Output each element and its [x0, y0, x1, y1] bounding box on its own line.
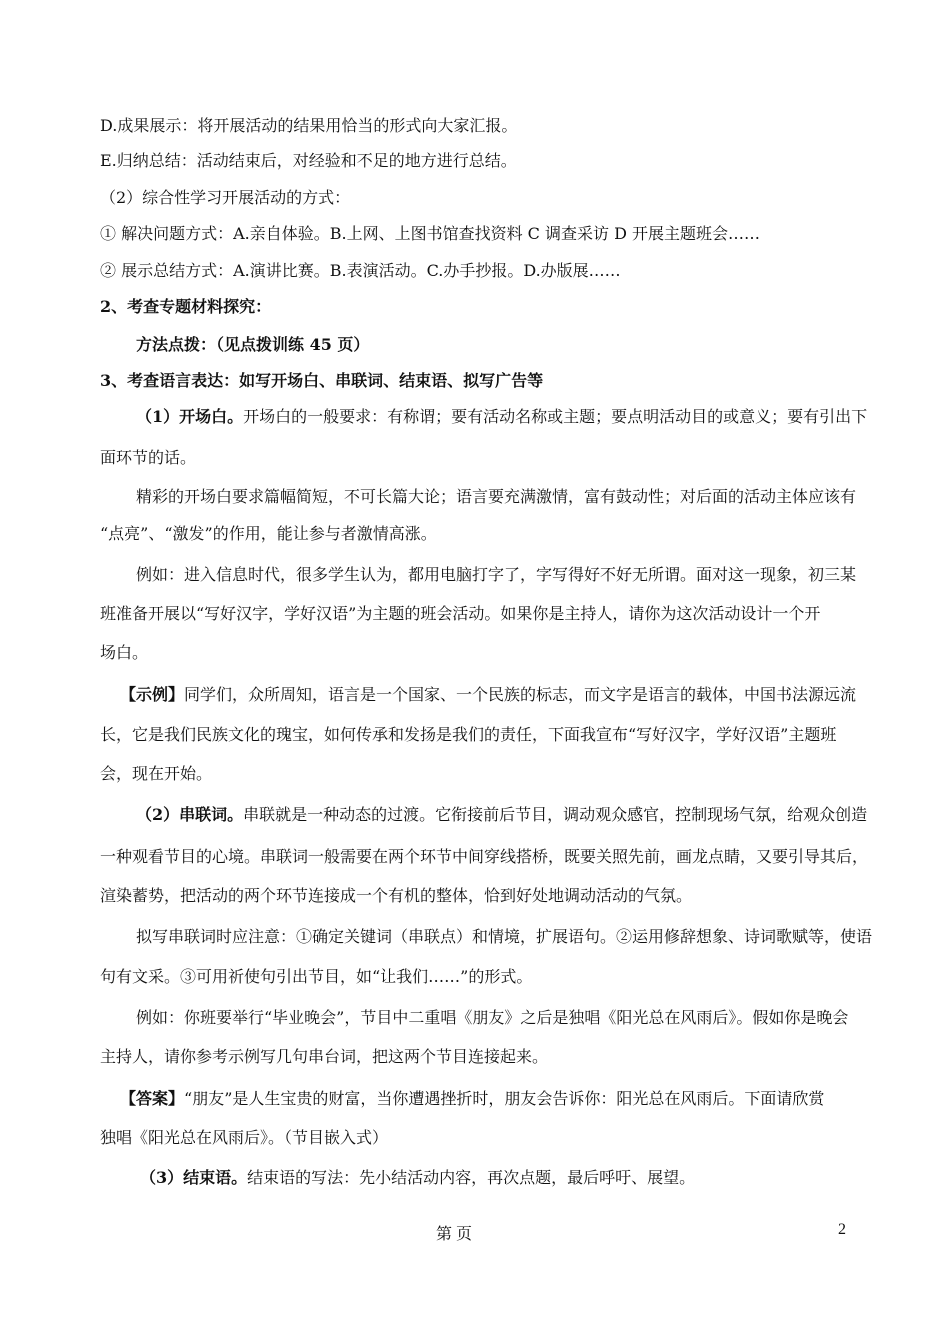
section-heading-2: 2、考查专题材料探究： — [100, 297, 272, 316]
method-1: ① 解决问题方式：A.亲自体验。B.上网、上图书馆查找资料 C 调查采访 D 开展主题班会…… — [100, 224, 760, 243]
answer-text: “朋友”是人生宝贵的财富，当你遭遇挫折时，朋友会告诉你：阳光总在风雨后。下面请欣赏 — [184, 1089, 825, 1108]
closing-text: 结束语的写法：先小结活动内容，再次点题，最后呼吁、展望。 — [247, 1168, 696, 1187]
opening-req-line-1: 精彩的开场白要求篇幅简短，不可长篇大论；语言要充满激情，富有鼓动性；对后面的活动主体应该有 — [136, 487, 857, 506]
opening-heading: （1）开场白。 — [136, 407, 244, 426]
example-1-line-2: 班准备开展以“写好汉字，学好汉语”为主题的班会活动。如果你是主持人，请你为这次活动设计一个开 — [100, 604, 821, 623]
method-tip: 方法点拨：（见点拨训练 45 页） — [136, 335, 370, 354]
transition-line-1 — [136, 803, 896, 827]
sample-line-2: 长，它是我们民族文化的瑰宝，如何传承和发扬是我们的责任，下面我宣布“写好汉字，学好汉语”主题班 — [100, 725, 837, 744]
example-1-line-3: 场白。 — [100, 643, 149, 662]
transition-text: 串联就是一种动态的过渡。它衔接前后节目，调动观众感官，控制现场气氛，给观众创造 — [243, 805, 868, 824]
subheading-methods: （2）综合性学习开展活动的方式： — [100, 188, 351, 207]
example-2-line-2: 主持人，请你参考示例写几句串台词，把这两个节目连接起来。 — [100, 1047, 549, 1066]
transition-tips-line-1: 拟写串联词时应注意：①确定关键词（串联点）和情境，扩展语句。②运用修辞想象、诗词歌赋等，使语 — [136, 927, 873, 946]
example-2-line-1: 例如：你班要举行“毕业晚会”，节目中二重唱《朋友》之后是独唱《阳光总在风雨后》。假如你是晚会 — [136, 1008, 849, 1027]
section-heading-3: 3、考查语言表达：如写开场白、串联词、结束语、拟写广告等 — [100, 371, 544, 390]
method-2: ② 展示总结方式：A.演讲比赛。B.表演活动。C.办手抄报。D.办版展…… — [100, 261, 621, 280]
transition-tips-line-2: 句有文采。③可用祈使句引出节目，如“让我们……”的形式。 — [100, 967, 533, 986]
answer-line-1 — [120, 1087, 880, 1111]
closing-line — [140, 1166, 900, 1190]
opening-para-line-1 — [136, 405, 896, 429]
transition-line-2: 一种观看节目的心境。串联词一般需要在两个环节中间穿线搭桥，既要关照先前，画龙点睛，又要引导其后， — [100, 847, 869, 866]
step-d: D.成果展示：将开展活动的结果用恰当的形式向大家汇报。 — [100, 116, 518, 135]
opening-req-line-2: “点亮”、“激发”的作用，能让参与者激情高涨。 — [100, 524, 437, 543]
example-1-line-1: 例如：进入信息时代，很多学生认为，都用电脑打字了，字写得好不好无所谓。面对这一现象，初三某 — [136, 565, 857, 584]
answer-line-2: 独唱《阳光总在风雨后》。（节目嵌入式） — [100, 1128, 389, 1147]
closing-heading: （3）结束语。 — [140, 1168, 248, 1187]
sample-tag: 【示例】 — [120, 685, 185, 704]
sample-text: 同学们，众所周知，语言是一个国家、一个民族的标志，而文字是语言的载体，中国书法源远流 — [184, 685, 857, 704]
page-number: 2 — [838, 1221, 846, 1238]
answer-tag: 【答案】 — [120, 1089, 185, 1108]
footer-page-label: 第 页 — [436, 1226, 473, 1243]
sample-line-3: 会，现在开始。 — [100, 764, 213, 783]
sample-line-1 — [120, 683, 880, 707]
opening-text: 开场白的一般要求：有称谓；要有活动名称或主题；要点明活动目的或意义；要有引出下 — [243, 407, 868, 426]
opening-para-line-2: 面环节的话。 — [100, 448, 197, 467]
step-e: E.归纳总结：活动结束后，对经验和不足的地方进行总结。 — [100, 151, 517, 170]
transition-line-3: 渲染蓄势，把活动的两个环节连接成一个有机的整体，恰到好处地调动活动的气氛。 — [100, 886, 693, 905]
transition-heading: （2）串联词。 — [136, 805, 244, 824]
